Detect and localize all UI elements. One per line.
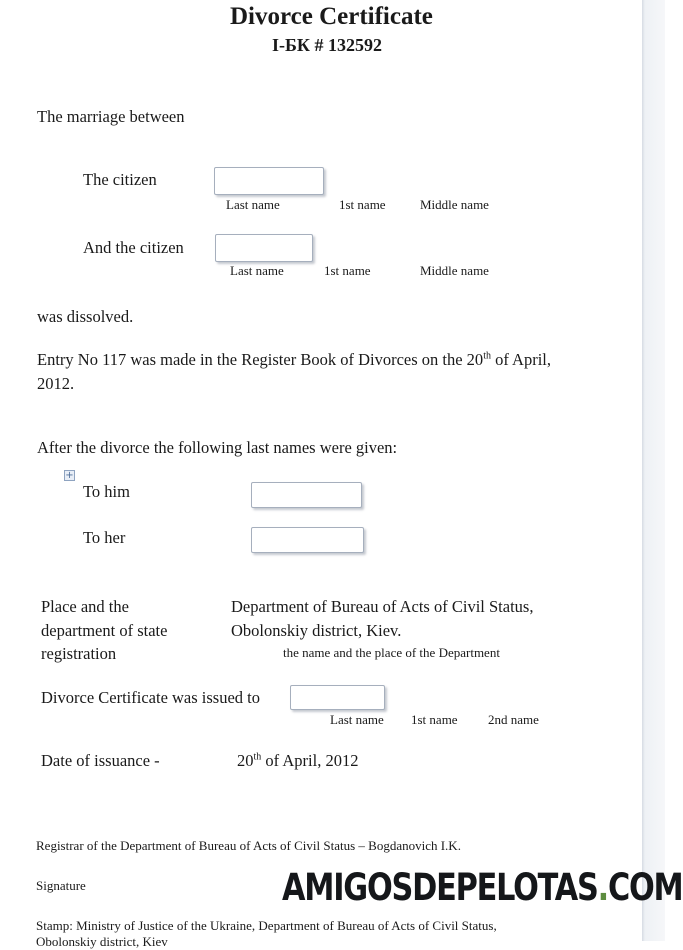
watermark-logo: AMIGOSDEPELOTAS.COM bbox=[282, 866, 683, 909]
stamp-line2: Obolonskiy district, Kiev bbox=[36, 934, 168, 949]
registration-value-line2: Obolonskiy district, Kiev. bbox=[231, 621, 402, 640]
registrar-line: Registrar of the Department of Bureau of Acts of Civil Status – Bogdanovich I.K. bbox=[36, 838, 461, 853]
after-divorce-heading: After the divorce the following last names were given: bbox=[37, 438, 398, 457]
issued-to-last-name-caption: Last name bbox=[330, 712, 384, 727]
citizen1-last-name-caption: Last name bbox=[226, 197, 280, 212]
expand-plus-icon[interactable]: + bbox=[65, 470, 74, 481]
registration-caption: the name and the place of the Department bbox=[283, 645, 500, 660]
issuance-date: 20th of April, 2012 bbox=[237, 751, 359, 770]
registration-label-line2: department of state bbox=[41, 621, 168, 640]
entry-line2: 2012. bbox=[37, 374, 75, 393]
registration-label-line3: registration bbox=[41, 644, 117, 663]
citizen1-label: The citizen bbox=[83, 170, 157, 189]
citizen2-first-name-caption: 1st name bbox=[324, 263, 371, 278]
document-title: Divorce Certificate bbox=[230, 3, 433, 30]
signature-label: Signature bbox=[36, 878, 86, 893]
to-her-field[interactable] bbox=[251, 527, 364, 553]
citizen2-last-name-caption: Last name bbox=[230, 263, 284, 278]
issued-to-label: Divorce Certificate was issued to bbox=[41, 688, 261, 707]
to-her-label: To her bbox=[83, 528, 126, 547]
issued-to-second-name-caption: 2nd name bbox=[488, 712, 539, 727]
issued-to-first-name-caption: 1st name bbox=[411, 712, 458, 727]
citizen2-label: And the citizen bbox=[83, 238, 184, 257]
entry-line1: Entry No 117 was made in the Register Book of Divorces on the 20th of April, bbox=[37, 350, 552, 369]
intro-text: The marriage between bbox=[37, 107, 185, 126]
issued-to-field[interactable] bbox=[290, 685, 385, 710]
to-him-field[interactable] bbox=[251, 482, 362, 508]
registration-label-line1: Place and the bbox=[41, 597, 129, 616]
citizen1-first-name-caption: 1st name bbox=[339, 197, 386, 212]
citizen1-middle-name-caption: Middle name bbox=[420, 197, 489, 212]
stamp-line1: Stamp: Ministry of Justice of the Ukraine, Department of Bureau of Acts of Civil Status, bbox=[36, 918, 497, 933]
citizen2-middle-name-caption: Middle name bbox=[420, 263, 489, 278]
certificate-number: I-БК # 132592 bbox=[272, 35, 382, 55]
citizen1-name-field[interactable] bbox=[214, 167, 324, 195]
issuance-label: Date of issuance - bbox=[41, 751, 160, 770]
dissolved-text: was dissolved. bbox=[37, 307, 134, 326]
registration-value-line1: Department of Bureau of Acts of Civil Status, bbox=[231, 597, 534, 616]
page-edge-divider bbox=[642, 0, 665, 941]
citizen2-name-field[interactable] bbox=[215, 234, 313, 262]
to-him-label: To him bbox=[83, 482, 130, 501]
